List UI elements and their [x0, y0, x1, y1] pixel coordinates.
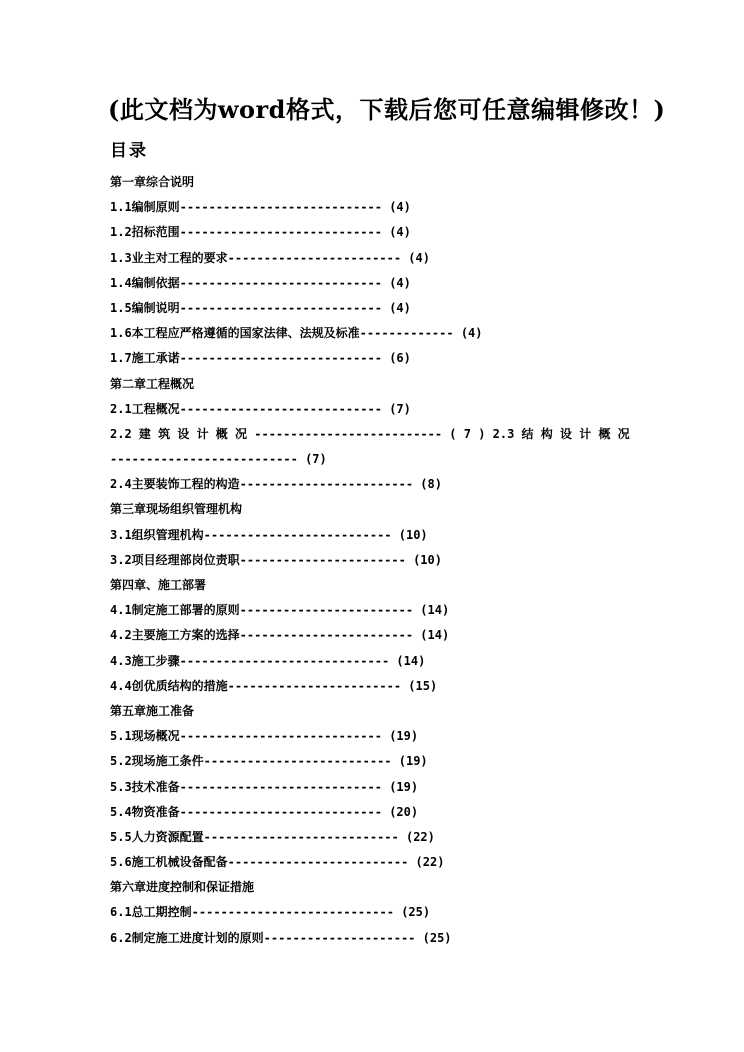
toc-entry-2-3-continuation[interactable]: -------------------------- (7) — [110, 452, 327, 467]
toc-entry-2-4[interactable]: 2.4主要装饰工程的构造------------------------ (8) — [110, 477, 442, 492]
toc-title: 目录 — [110, 141, 148, 161]
toc-entry-1-3[interactable]: 1.3业主对工程的要求------------------------ (4) — [110, 250, 430, 265]
toc-entry-5-2[interactable]: 5.2现场施工条件-------------------------- (19) — [110, 754, 428, 769]
toc-entry-5-3[interactable]: 5.3技术准备---------------------------- (19) — [110, 779, 419, 794]
toc-chapter-4[interactable]: 第四章、施工部署 — [110, 578, 207, 592]
toc-entry-1-6[interactable]: 1.6本工程应严格遵循的国家法律、法规及标准------------- (4) — [110, 326, 483, 341]
toc-entry-3-1[interactable]: 3.1组织管理机构-------------------------- (10) — [110, 527, 428, 542]
toc-entry-1-2[interactable]: 1.2招标范围---------------------------- (4) — [110, 225, 411, 240]
toc-entry-6-1[interactable]: 6.1总工期控制---------------------------- (25) — [110, 905, 431, 920]
toc-chapter-2[interactable]: 第二章工程概况 — [110, 376, 195, 391]
toc-entry-5-5[interactable]: 5.5人力资源配置--------------------------- (22) — [110, 829, 435, 844]
toc-entry-1-7[interactable]: 1.7施工承诺---------------------------- (6) — [110, 351, 411, 366]
toc-entry-3-2[interactable]: 3.2项目经理部岗位责职----------------------- (10) — [110, 552, 442, 567]
toc-entry-5-6[interactable]: 5.6施工机械设备配备------------------------- (22) — [110, 855, 445, 870]
toc-entry-5-1[interactable]: 5.1现场概况---------------------------- (19) — [110, 729, 419, 744]
toc-chapter-6[interactable]: 第六章进度控制和保证措施 — [110, 880, 255, 895]
toc-chapter-1[interactable]: 第一章综合说明 — [110, 175, 195, 189]
toc-entry-1-4[interactable]: 1.4编制依据---------------------------- (4) — [110, 275, 411, 290]
toc-entry-2-1[interactable]: 2.1工程概况---------------------------- (7) — [110, 401, 411, 416]
editable-notice-banner: (此文档为word格式，下载后您可任意编辑修改！) — [108, 95, 666, 124]
toc-entry-6-2[interactable]: 6.2制定施工进度计划的原则--------------------- (25) — [110, 930, 452, 945]
toc-entry-4-1[interactable]: 4.1制定施工部署的原则------------------------ (14) — [110, 603, 450, 618]
toc-entry-4-2[interactable]: 4.2主要施工方案的选择------------------------ (14) — [110, 628, 450, 643]
toc-entry-4-3[interactable]: 4.3施工步骤----------------------------- (14) — [110, 653, 426, 668]
toc-chapter-5[interactable]: 第五章施工准备 — [110, 703, 195, 718]
table-of-contents — [110, 170, 640, 951]
toc-entry-4-4[interactable]: 4.4创优质结构的措施------------------------ (15) — [110, 678, 438, 693]
toc-entry-2-2-wrapped[interactable]: 2.2 建 筑 设 计 概 况 -------------------------- ( 7 ) 2.3 结 构 设 计 概 况 — [110, 426, 630, 441]
toc-chapter-3[interactable]: 第三章现场组织管理机构 — [110, 502, 243, 517]
toc-entry-1-5[interactable]: 1.5编制说明---------------------------- (4) — [110, 300, 411, 315]
toc-entry-5-4[interactable]: 5.4物资准备---------------------------- (20) — [110, 804, 419, 819]
toc-entry-1-1[interactable]: 1.1编制原则---------------------------- (4) — [110, 200, 411, 215]
